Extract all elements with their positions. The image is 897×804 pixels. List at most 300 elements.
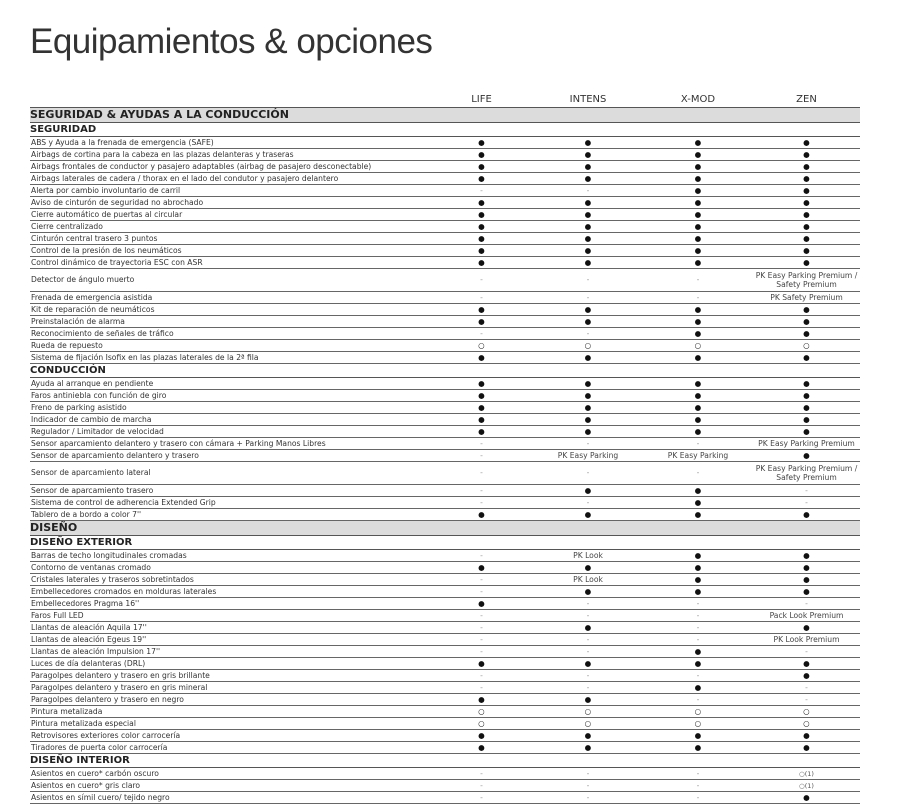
cell-x-mod: - <box>643 792 753 804</box>
feature-label: Llantas de aleación Egeus 19'' <box>30 634 430 646</box>
cell-zen: ● <box>753 328 860 340</box>
cell-life: ● <box>430 173 533 185</box>
cell-zen: ● <box>753 562 860 574</box>
table-row <box>30 730 860 742</box>
feature-label: Control dinámico de trayectoria ESC con ASR <box>30 257 430 269</box>
cell-zen: ● <box>753 304 860 316</box>
cell-intens: PK Look <box>533 550 643 562</box>
cell-zen: ● <box>753 622 860 634</box>
table-row <box>30 161 860 173</box>
cell-intens: ● <box>533 390 643 402</box>
cell-life: - <box>430 622 533 634</box>
cell-x-mod: - <box>643 292 753 304</box>
feature-label: Airbags de cortina para la cabeza en las plazas delanteras y traseras <box>30 149 430 161</box>
cell-intens: ● <box>533 586 643 598</box>
subsection-title: DISEÑO EXTERIOR <box>30 536 860 550</box>
cell-intens: PK Easy Parking <box>533 450 643 462</box>
cell-intens: - <box>533 438 643 450</box>
cell-life: - <box>430 497 533 509</box>
cell-intens: ● <box>533 378 643 390</box>
cell-life: - <box>430 574 533 586</box>
cell-intens: ● <box>533 622 643 634</box>
cell-zen: ● <box>753 390 860 402</box>
cell-life: ○ <box>430 340 533 352</box>
cell-zen: ● <box>753 742 860 754</box>
table-row <box>30 245 860 257</box>
feature-label: Pintura metalizada <box>30 706 430 718</box>
cell-life: ● <box>430 598 533 610</box>
cell-life: ● <box>430 402 533 414</box>
subsection-title: DISEÑO INTERIOR <box>30 754 860 768</box>
cell-x-mod: ● <box>643 682 753 694</box>
table-row <box>30 185 860 197</box>
feature-label: Control de la presión de los neumáticos <box>30 245 430 257</box>
cell-life: - <box>430 792 533 804</box>
page-title: Equipamientos & opciones <box>30 22 433 61</box>
feature-label: Alerta por cambio involuntario de carril <box>30 185 430 197</box>
cell-x-mod: ● <box>643 352 753 364</box>
feature-label: Faros antiniebla con función de giro <box>30 390 430 402</box>
feature-label: Barras de techo longitudinales cromadas <box>30 550 430 562</box>
subsection-title: SEGURIDAD <box>30 123 860 137</box>
cell-life: - <box>430 438 533 450</box>
cell-zen: ● <box>753 658 860 670</box>
cell-intens: ● <box>533 304 643 316</box>
cell-x-mod: ● <box>643 402 753 414</box>
feature-label: Asientos en cuero* gris claro <box>30 780 430 792</box>
cell-intens: - <box>533 670 643 682</box>
cell-zen: ○ <box>753 718 860 730</box>
cell-zen-with-footnote: ○(1) <box>753 780 860 792</box>
cell-intens: - <box>533 780 643 792</box>
cell-zen: ● <box>753 209 860 221</box>
table-row <box>30 598 860 610</box>
cell-zen: ● <box>753 233 860 245</box>
table-row <box>30 509 860 521</box>
table-row <box>30 137 860 149</box>
table-row <box>30 426 860 438</box>
cell-life: ● <box>430 414 533 426</box>
cell-x-mod: ● <box>643 426 753 438</box>
cell-intens: ● <box>533 221 643 233</box>
table-row <box>30 562 860 574</box>
cell-x-mod: PK Easy Parking <box>643 450 753 462</box>
cell-life: - <box>430 269 533 292</box>
cell-x-mod: ● <box>643 173 753 185</box>
subsection-header <box>30 364 860 378</box>
table-row <box>30 550 860 562</box>
cell-x-mod: - <box>643 598 753 610</box>
cell-intens: ● <box>533 485 643 497</box>
cell-x-mod: ● <box>643 245 753 257</box>
cell-zen-with-footnote: ○(1) <box>753 768 860 780</box>
feature-label: Sistema de control de adherencia Extended Grip <box>30 497 430 509</box>
cell-intens: - <box>533 185 643 197</box>
feature-label: Paragolpes delantero y trasero en negro <box>30 694 430 706</box>
cell-zen: ● <box>753 221 860 233</box>
feature-label: Paragolpes delantero y trasero en gris brillante <box>30 670 430 682</box>
table-row <box>30 792 860 804</box>
feature-label: Sensor de aparcamiento lateral <box>30 462 430 485</box>
cell-intens: ● <box>533 402 643 414</box>
cell-intens: ● <box>533 414 643 426</box>
cell-x-mod: ● <box>643 390 753 402</box>
cell-x-mod: ● <box>643 378 753 390</box>
feature-label: Regulador / Limitador de velocidad <box>30 426 430 438</box>
table-row <box>30 233 860 245</box>
cell-intens: - <box>533 462 643 485</box>
cell-zen: ● <box>753 245 860 257</box>
cell-zen: ● <box>753 426 860 438</box>
cell-intens: ● <box>533 694 643 706</box>
table-row <box>30 768 860 780</box>
cell-zen: ● <box>753 173 860 185</box>
cell-life: - <box>430 646 533 658</box>
feature-label: Tablero de a bordo a color 7'' <box>30 509 430 521</box>
cell-life: ○ <box>430 718 533 730</box>
feature-label: Tiradores de puerta color carrocería <box>30 742 430 754</box>
cell-intens: ○ <box>533 718 643 730</box>
cell-intens: ● <box>533 426 643 438</box>
cell-intens: ● <box>533 149 643 161</box>
cell-zen: PK Safety Premium <box>753 292 860 304</box>
cell-life: - <box>430 634 533 646</box>
feature-label: Preinstalación de alarma <box>30 316 430 328</box>
cell-life: ● <box>430 390 533 402</box>
cell-x-mod: ● <box>643 209 753 221</box>
cell-zen: ● <box>753 185 860 197</box>
cell-intens: ● <box>533 730 643 742</box>
cell-x-mod: - <box>643 610 753 622</box>
feature-label: Cierre centralizado <box>30 221 430 233</box>
cell-zen: ● <box>753 450 860 462</box>
feature-label: Airbags laterales de cadera / thorax en el lado del condutor y pasajero delantero <box>30 173 430 185</box>
feature-label: Detector de ángulo muerto <box>30 269 430 292</box>
cell-x-mod: ● <box>643 485 753 497</box>
cell-intens: ○ <box>533 706 643 718</box>
cell-life: ● <box>430 658 533 670</box>
feature-label: Sensor de aparcamiento delantero y trasero <box>30 450 430 462</box>
cell-life: ● <box>430 149 533 161</box>
table-row <box>30 694 860 706</box>
cell-zen: ● <box>753 149 860 161</box>
column-header-x-mod: X-MOD <box>643 93 753 108</box>
cell-life: - <box>430 780 533 792</box>
cell-x-mod: ● <box>643 658 753 670</box>
table-row <box>30 352 860 364</box>
cell-intens: ● <box>533 245 643 257</box>
column-header-zen: ZEN <box>753 93 860 108</box>
cell-x-mod: ● <box>643 646 753 658</box>
feature-label: Cinturón central trasero 3 puntos <box>30 233 430 245</box>
cell-intens: - <box>533 598 643 610</box>
cell-x-mod: ● <box>643 509 753 521</box>
section-title: DISEÑO <box>30 521 860 536</box>
section-header <box>30 521 860 536</box>
table-row <box>30 390 860 402</box>
cell-x-mod: ● <box>643 161 753 173</box>
cell-life: ○ <box>430 706 533 718</box>
cell-intens: ● <box>533 352 643 364</box>
cell-zen: ● <box>753 352 860 364</box>
feature-label: ABS y Ayuda a la frenada de emergencia (SAFE) <box>30 137 430 149</box>
cell-x-mod: - <box>643 462 753 485</box>
cell-intens: ● <box>533 509 643 521</box>
cell-zen: - <box>753 598 860 610</box>
table-row <box>30 304 860 316</box>
header-blank <box>30 93 430 108</box>
cell-x-mod: ● <box>643 497 753 509</box>
table-row <box>30 718 860 730</box>
cell-zen: PK Look Premium <box>753 634 860 646</box>
cell-x-mod: ● <box>643 414 753 426</box>
feature-label: Cierre automático de puertas al circular <box>30 209 430 221</box>
cell-life: ● <box>430 257 533 269</box>
cell-intens: PK Look <box>533 574 643 586</box>
cell-life: ● <box>430 221 533 233</box>
equipment-table <box>30 93 860 804</box>
feature-label: Embellecedores cromados en molduras laterales <box>30 586 430 598</box>
cell-x-mod: ● <box>643 586 753 598</box>
cell-zen: PK Easy Parking Premium / Safety Premium <box>753 269 860 292</box>
cell-x-mod: - <box>643 670 753 682</box>
cell-zen: PK Easy Parking Premium <box>753 438 860 450</box>
subsection-header <box>30 754 860 768</box>
table-row <box>30 574 860 586</box>
cell-x-mod: - <box>643 694 753 706</box>
cell-life: ● <box>430 694 533 706</box>
table-row <box>30 340 860 352</box>
cell-zen: ● <box>753 161 860 173</box>
feature-label: Luces de día delanteras (DRL) <box>30 658 430 670</box>
cell-intens: - <box>533 610 643 622</box>
table-row <box>30 378 860 390</box>
cell-zen: - <box>753 694 860 706</box>
feature-label: Asientos en cuero* carbón oscuro <box>30 768 430 780</box>
feature-label: Asientos en símil cuero/ tejido negro <box>30 792 430 804</box>
cell-x-mod: - <box>643 634 753 646</box>
column-header-life: LIFE <box>430 93 533 108</box>
cell-intens: ● <box>533 209 643 221</box>
subsection-title: CONDUCCIÓN <box>30 364 860 378</box>
table-row <box>30 780 860 792</box>
table-row <box>30 292 860 304</box>
cell-x-mod: ● <box>643 221 753 233</box>
cell-life: ● <box>430 245 533 257</box>
table-header <box>30 93 860 108</box>
cell-life: ● <box>430 378 533 390</box>
table-row <box>30 450 860 462</box>
cell-x-mod: - <box>643 269 753 292</box>
cell-life: - <box>430 292 533 304</box>
table-row <box>30 269 860 292</box>
cell-zen: - <box>753 682 860 694</box>
column-header-intens: INTENS <box>533 93 643 108</box>
cell-life: ● <box>430 509 533 521</box>
cell-intens: - <box>533 646 643 658</box>
feature-label: Contorno de ventanas cromado <box>30 562 430 574</box>
feature-label: Kit de reparación de neumáticos <box>30 304 430 316</box>
section-header <box>30 108 860 123</box>
cell-zen: ● <box>753 509 860 521</box>
cell-zen: ● <box>753 257 860 269</box>
subsection-header <box>30 123 860 137</box>
cell-zen: Pack Look Premium <box>753 610 860 622</box>
cell-x-mod: ○ <box>643 718 753 730</box>
cell-zen: ● <box>753 414 860 426</box>
feature-label: Freno de parking asistido <box>30 402 430 414</box>
feature-label: Cristales laterales y traseros sobretintados <box>30 574 430 586</box>
cell-x-mod: ● <box>643 742 753 754</box>
cell-intens: ● <box>533 137 643 149</box>
cell-x-mod: - <box>643 438 753 450</box>
feature-label: Indicador de cambio de marcha <box>30 414 430 426</box>
section-title: SEGURIDAD & AYUDAS A LA CONDUCCIÓN <box>30 108 860 123</box>
cell-x-mod: - <box>643 780 753 792</box>
cell-life: ● <box>430 562 533 574</box>
table-row <box>30 497 860 509</box>
cell-intens: ● <box>533 658 643 670</box>
table-row <box>30 610 860 622</box>
cell-intens: ● <box>533 233 643 245</box>
feature-label: Retrovisores exteriores color carrocería <box>30 730 430 742</box>
table-row <box>30 462 860 485</box>
cell-intens: - <box>533 328 643 340</box>
cell-zen: ● <box>753 197 860 209</box>
cell-life: ● <box>430 426 533 438</box>
cell-zen: ● <box>753 402 860 414</box>
cell-x-mod: ● <box>643 197 753 209</box>
table-row <box>30 622 860 634</box>
feature-label: Aviso de cinturón de seguridad no abrochado <box>30 197 430 209</box>
cell-intens: - <box>533 269 643 292</box>
table-row <box>30 438 860 450</box>
cell-life: ● <box>430 197 533 209</box>
cell-x-mod: ● <box>643 233 753 245</box>
cell-life: - <box>430 450 533 462</box>
feature-label: Sensor aparcamiento delantero y trasero con cámara + Parking Manos Libres <box>30 438 430 450</box>
table-row <box>30 742 860 754</box>
cell-life: ● <box>430 316 533 328</box>
cell-zen: - <box>753 497 860 509</box>
cell-life: - <box>430 682 533 694</box>
table-row <box>30 316 860 328</box>
feature-label: Sistema de fijación Isofix en las plazas laterales de la 2ª fila <box>30 352 430 364</box>
feature-label: Rueda de repuesto <box>30 340 430 352</box>
cell-zen: - <box>753 646 860 658</box>
cell-intens: - <box>533 682 643 694</box>
cell-intens: - <box>533 497 643 509</box>
cell-x-mod: ● <box>643 316 753 328</box>
cell-life: - <box>430 185 533 197</box>
table-row <box>30 670 860 682</box>
cell-zen: ● <box>753 792 860 804</box>
table-row <box>30 658 860 670</box>
cell-life: ● <box>430 304 533 316</box>
feature-label: Faros Full LED <box>30 610 430 622</box>
cell-intens: ● <box>533 316 643 328</box>
table-row <box>30 646 860 658</box>
feature-label: Frenada de emergencia asistida <box>30 292 430 304</box>
cell-zen: ● <box>753 670 860 682</box>
feature-label: Reconocimiento de señales de tráfico <box>30 328 430 340</box>
table-row <box>30 173 860 185</box>
cell-x-mod: ● <box>643 328 753 340</box>
cell-life: - <box>430 610 533 622</box>
cell-x-mod: - <box>643 768 753 780</box>
table-row <box>30 634 860 646</box>
feature-label: Pintura metalizada especial <box>30 718 430 730</box>
cell-life: - <box>430 462 533 485</box>
cell-intens: - <box>533 792 643 804</box>
cell-zen: ● <box>753 574 860 586</box>
table-row <box>30 221 860 233</box>
cell-life: ● <box>430 209 533 221</box>
table-row <box>30 209 860 221</box>
cell-zen: ● <box>753 137 860 149</box>
cell-life: ● <box>430 233 533 245</box>
feature-label: Airbags frontales de conductor y pasajero adaptables (airbag de pasajero desconectable) <box>30 161 430 173</box>
cell-life: - <box>430 550 533 562</box>
cell-intens: ● <box>533 562 643 574</box>
table-row <box>30 328 860 340</box>
cell-intens: ○ <box>533 340 643 352</box>
cell-life: ● <box>430 730 533 742</box>
cell-x-mod: ○ <box>643 340 753 352</box>
cell-intens: ● <box>533 742 643 754</box>
feature-label: Sensor de aparcamiento trasero <box>30 485 430 497</box>
cell-intens: ● <box>533 197 643 209</box>
cell-x-mod: ● <box>643 550 753 562</box>
feature-label: Ayuda al arranque en pendiente <box>30 378 430 390</box>
cell-intens: - <box>533 292 643 304</box>
cell-intens: - <box>533 768 643 780</box>
subsection-header <box>30 536 860 550</box>
cell-x-mod: ● <box>643 149 753 161</box>
cell-life: - <box>430 328 533 340</box>
table-row <box>30 414 860 426</box>
table-row <box>30 149 860 161</box>
cell-life: ● <box>430 742 533 754</box>
cell-life: ● <box>430 137 533 149</box>
table-row <box>30 682 860 694</box>
cell-intens: - <box>533 634 643 646</box>
feature-label: Llantas de aleación Aquila 17'' <box>30 622 430 634</box>
cell-x-mod: ● <box>643 562 753 574</box>
table-row <box>30 197 860 209</box>
cell-zen: ○ <box>753 706 860 718</box>
cell-zen: - <box>753 485 860 497</box>
cell-life: - <box>430 485 533 497</box>
cell-x-mod: - <box>643 622 753 634</box>
cell-life: - <box>430 586 533 598</box>
table-row <box>30 257 860 269</box>
cell-x-mod: ● <box>643 730 753 742</box>
cell-x-mod: ● <box>643 304 753 316</box>
cell-zen: ● <box>753 316 860 328</box>
table-row <box>30 706 860 718</box>
cell-zen: ● <box>753 730 860 742</box>
feature-label: Paragolpes delantero y trasero en gris mineral <box>30 682 430 694</box>
cell-zen: ● <box>753 586 860 598</box>
cell-zen: ● <box>753 550 860 562</box>
cell-intens: ● <box>533 173 643 185</box>
cell-x-mod: ● <box>643 185 753 197</box>
cell-zen: ● <box>753 378 860 390</box>
cell-intens: ● <box>533 161 643 173</box>
cell-life: - <box>430 768 533 780</box>
cell-life: ● <box>430 161 533 173</box>
